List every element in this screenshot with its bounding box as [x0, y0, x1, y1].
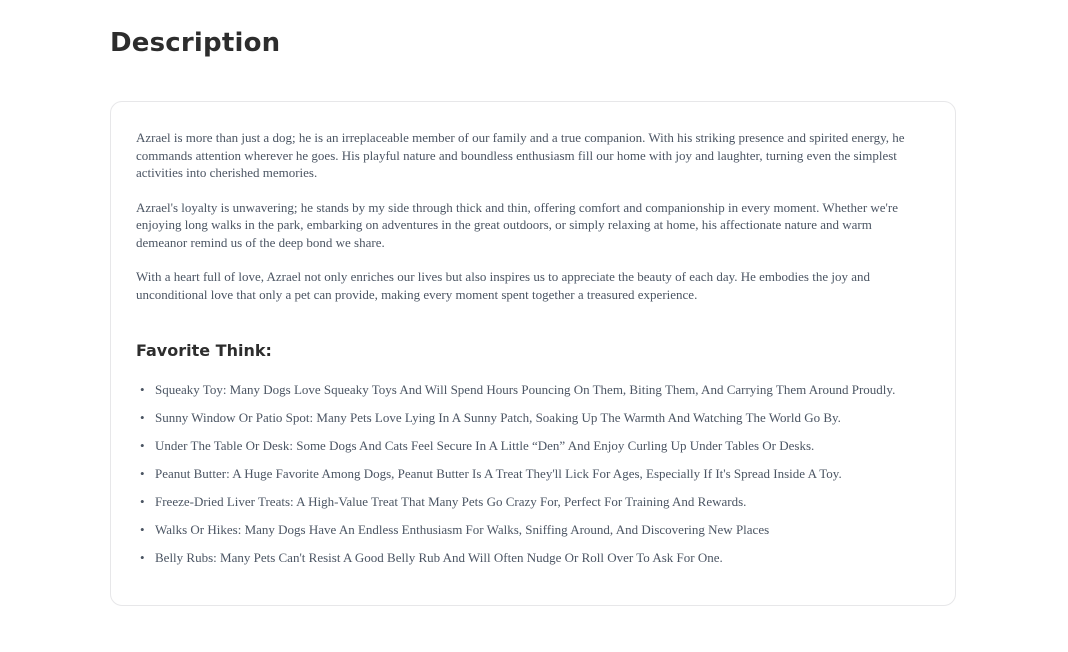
bullet-icon: •	[140, 466, 145, 482]
list-item-text: Peanut Butter: A Huge Favorite Among Dogs, Peanut Butter Is A Treat They'll Lick For Ages, Especially If It's Spread Inside A Toy.	[155, 466, 842, 482]
bullet-icon: •	[140, 438, 145, 454]
bullet-icon: •	[140, 494, 145, 510]
list-item-text: Belly Rubs: Many Pets Can't Resist A Good Belly Rub And Will Often Nudge Or Roll Over To Ask For One.	[155, 550, 723, 566]
list-item-text: Squeaky Toy: Many Dogs Love Squeaky Toys And Will Spend Hours Pouncing On Them, Biting Them, And Carrying Them Around Proudly.	[155, 382, 896, 398]
description-paragraph: With a heart full of love, Azrael not only enriches our lives but also inspires us to appreciate the beauty of each day. He embodies the joy and unconditional love that only a pet can provide, making every moment spent together a treasured experience.	[136, 269, 870, 302]
description-section	[110, 0, 956, 606]
list-item	[140, 549, 925, 567]
list-item-text: Under The Table Or Desk: Some Dogs And Cats Feel Secure In A Little “Den” And Enjoy Curling Up Under Tables Or Desks.	[155, 438, 815, 454]
list-item	[140, 437, 925, 455]
description-paragraph: Azrael is more than just a dog; he is an irreplaceable member of our family and a true companion. With his striking presence and spirited energy, he commands attention wherever he goes. His playful nature and boundless enthusiasm fill our home with joy and laughter, turning even the simplest activities into cherished memories.	[136, 130, 905, 181]
bullet-icon: •	[140, 410, 145, 426]
list-item-text: Sunny Window Or Patio Spot: Many Pets Love Lying In A Sunny Patch, Soaking Up The Warmth And Watching The World Go By.	[155, 410, 841, 426]
list-item	[140, 493, 925, 511]
list-item	[140, 465, 925, 483]
favorites-list	[136, 381, 925, 567]
page-title: Description	[110, 28, 281, 58]
list-item-text: Walks Or Hikes: Many Dogs Have An Endless Enthusiasm For Walks, Sniffing Around, And Discovering New Places	[155, 522, 770, 538]
bullet-icon: •	[140, 522, 145, 538]
favorites-heading: Favorite Think:	[136, 341, 272, 361]
description-card	[110, 101, 956, 606]
list-item	[140, 521, 925, 539]
bullet-icon: •	[140, 550, 145, 566]
description-paragraph: Azrael's loyalty is unwavering; he stands by my side through thick and thin, offering comfort and companionship in every moment. Whether we're enjoying long walks in the park, embarking on adventures in the great outdoors, or simply relaxing at home, his affectionate nature and warm demeanor remind us of the deep bond we share.	[136, 199, 898, 250]
list-item-text: Freeze-Dried Liver Treats: A High-Value Treat That Many Pets Go Crazy For, Perfect For Training And Rewards.	[155, 494, 747, 510]
list-item	[140, 409, 925, 427]
bullet-icon: •	[140, 382, 145, 398]
list-item	[140, 381, 925, 399]
